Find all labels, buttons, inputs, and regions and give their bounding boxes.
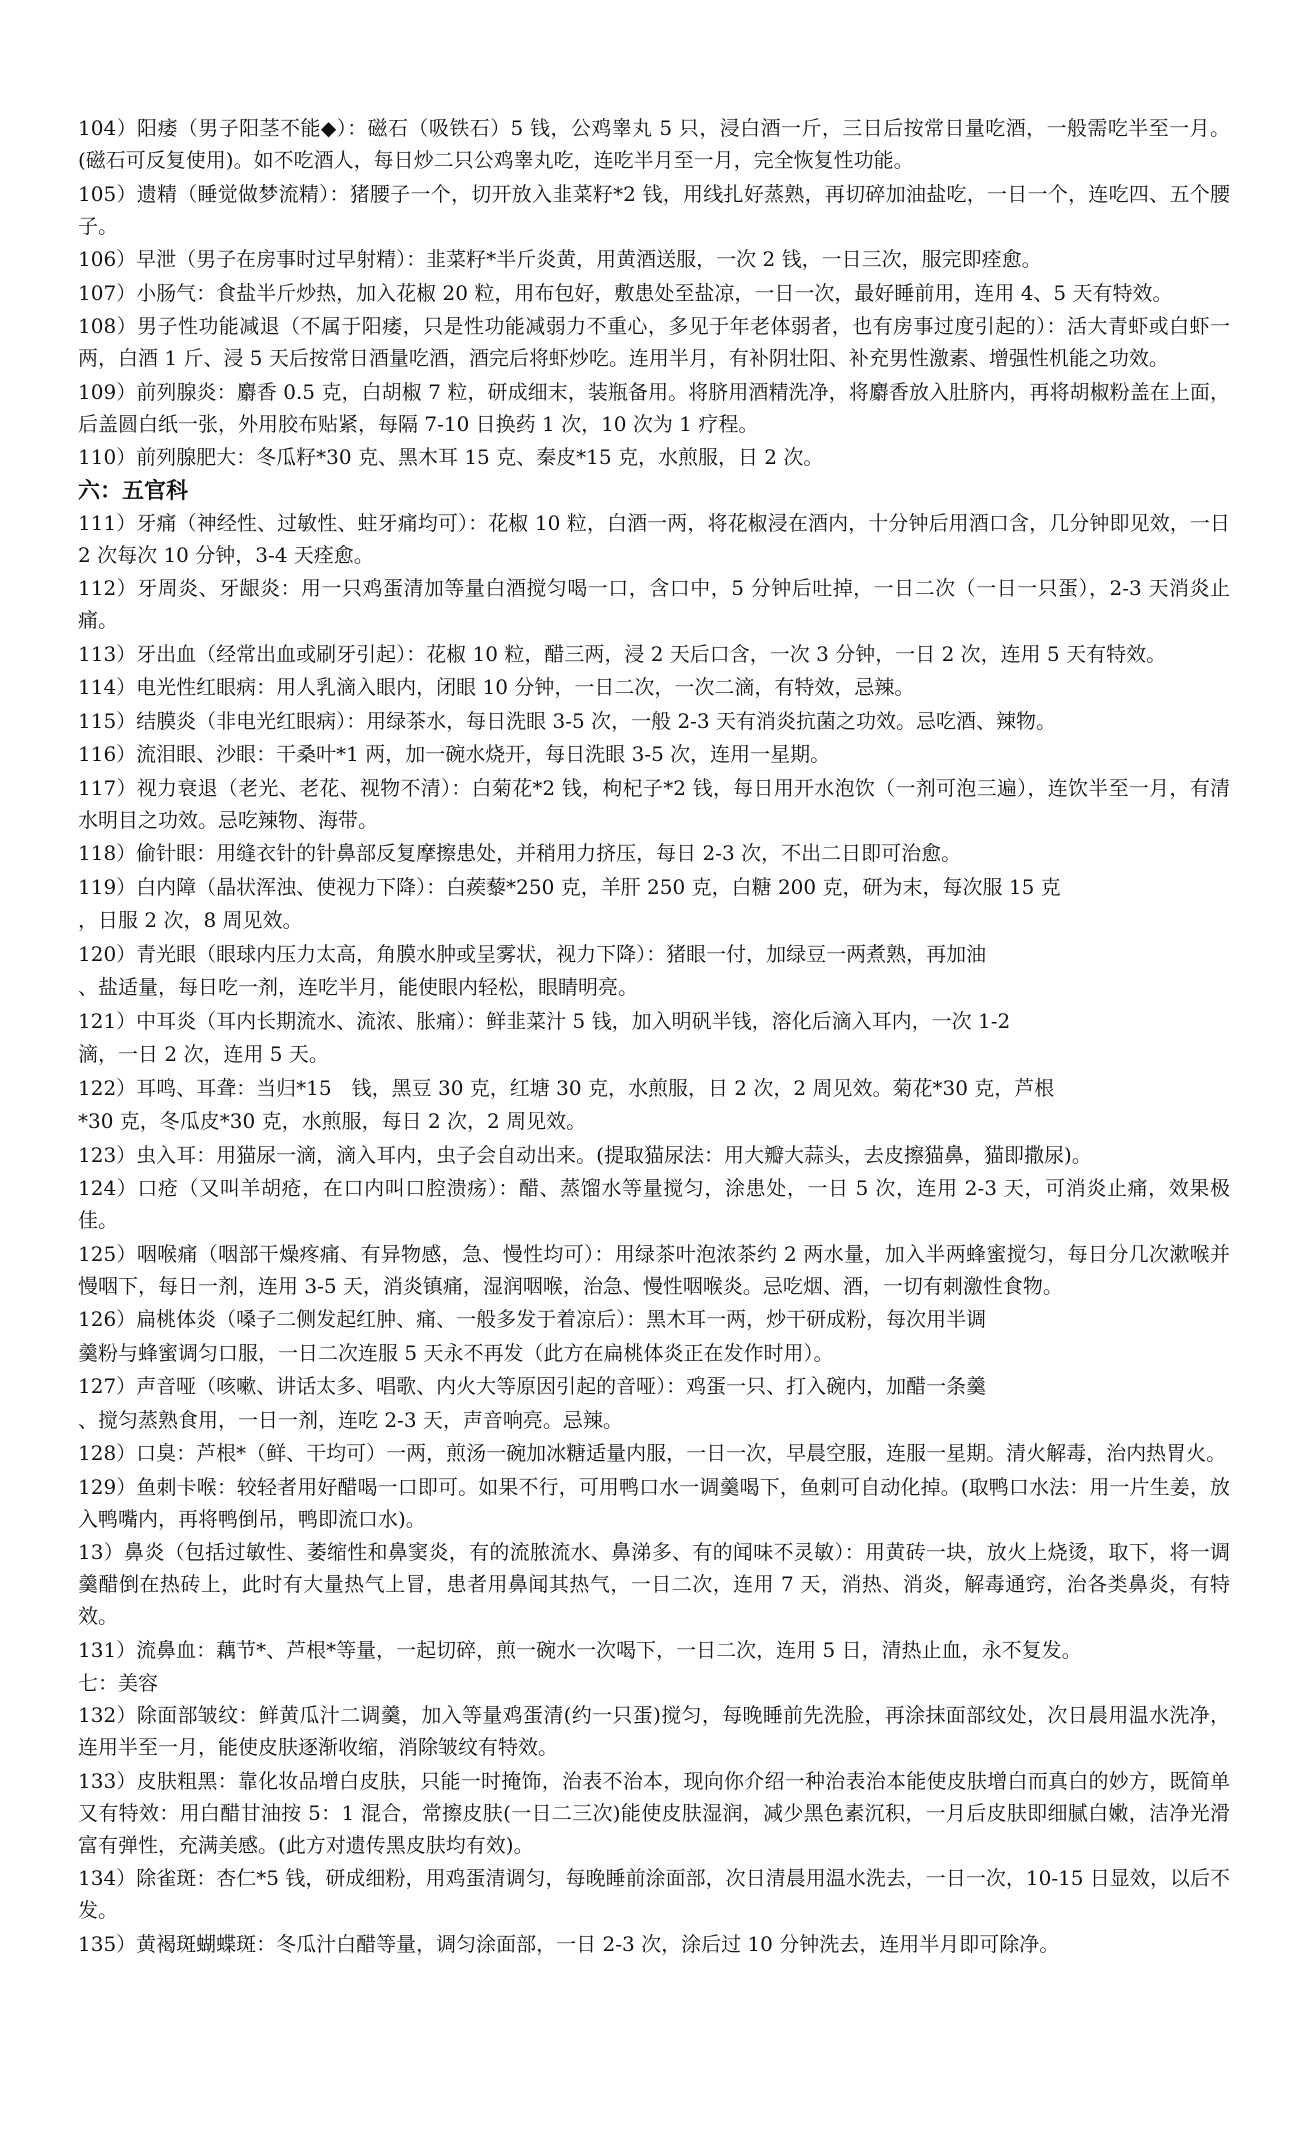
entry-133: 133）皮肤粗黑：靠化妆品增白皮肤，只能一时掩饰，治表不治本，现向你介绍一种治表治本能使皮肤增白而真白的妙方，既简单又有特效：用白醋甘油按 5：1 混合，常擦皮肤(一日二三次)能使皮肤湿润，减少黑色素沉积，一月后皮肤即细腻白嫩，洁净光滑富有弹性，充满美感。(此方对遗传黑皮肤均有效)。 xyxy=(78,1768,1230,1857)
entry-117: 117）视力衰退（老光、老花、视物不清）：白菊花*2 钱，枸杞子*2 钱，每日用开水泡饮（一剂可泡三遍），连饮半至一月，有清水明目之功效。忌吃辣物、海带。 xyxy=(78,775,1230,832)
entry-128: 128）口臭：芦根*（鲜、干均可）一两，煎汤一碗加冰糖适量内服，一日一次，早晨空服，连服一星期。清火解毒，治内热胃火。 xyxy=(78,1441,1227,1465)
entry-110: 110）前列腺肥大：冬瓜籽*30 克、黑木耳 15 克、秦皮*15 克，水煎服，日 2 次。 xyxy=(78,445,824,469)
entry-122: 122）耳鸣、耳聋：当归*15 钱，黑豆 30 克，红塘 30 克，水煎服，日 2 次，2 周见效。菊花*30 克，芦根 xyxy=(78,1075,1055,1100)
entry-122-cont: *30 克，冬瓜皮*30 克，水煎服，每日 2 次，2 周见效。 xyxy=(78,1109,587,1133)
entry-127: 127）声音哑（咳嗽、讲话太多、唱歌、内火大等原因引起的音哑）：鸡蛋一只、打入碗内，加醋一条羹 xyxy=(78,1374,987,1398)
entry-106: 106）早泄（男子在房事时过早射精）：韭菜籽*半斤炎黄，用黄酒送服，一次 2 钱，一日三次，服完即痊愈。 xyxy=(78,247,1042,271)
entry-121: 121）中耳炎（耳内长期流水、流浓、胀痛）：鲜韭菜汁 5 钱，加入明矾半钱，溶化后滴入耳内，一次 1-2 xyxy=(78,1008,1011,1033)
entry-131: 131）流鼻血：藕节*、芦根*等量，一起切碎，煎一碗水一次喝下，一日二次，连用 5 日，清热止血，永不复发。 xyxy=(78,1637,1082,1662)
entry-123: 123）虫入耳：用猫尿一滴，滴入耳内，虫子会自动出来。(提取猫尿法：用大瓣大蒜头，去皮擦猫鼻，猫即撒尿)。 xyxy=(78,1142,1092,1167)
entry-120-cont: 、盐适量，每日吃一剂，连吃半月，能使眼内轻松，眼睛明亮。 xyxy=(78,975,638,999)
entry-109: 109）前列腺炎：麝香 0.5 克，白胡椒 7 粒，研成细末，装瓶备用。将脐用酒精洗净，将麝香放入肚脐内，再将胡椒粉盖在上面，后盖圆白纸一张，外用胶布贴紧，每隔 7-10 日换药 1 次，10 次为 1 疗程。 xyxy=(78,379,1230,436)
entry-135: 135）黄褐斑蝴蝶斑：冬瓜汁白醋等量，调匀涂面部，一日 2-3 次，涂后过 10 分钟洗去，连用半月即可除净。 xyxy=(78,1931,1060,1956)
entry-118: 118）偷针眼：用缝衣针的针鼻部反复摩擦患处，并稍用力挤压，每日 2-3 次，不出二日即可治愈。 xyxy=(78,841,962,865)
entry-130: 13）鼻炎（包括过敏性、萎缩性和鼻窦炎，有的流脓流水、鼻涕多、有的闻味不灵敏）：用黄砖一块，放火上烧烫，取下，将一调羹醋倒在热砖上，此时有大量热气上冒，患者用鼻闻其热气，一日二次，连用 7 天，消热、消炎，解毒通窍，治各类鼻炎，有特效。 xyxy=(78,1540,1230,1628)
entry-119-cont: ，日服 2 次，8 周见效。 xyxy=(78,908,303,932)
entry-107: 107）小肠气：食盐半斤炒热，加入花椒 20 粒，用布包好，敷患处至盐凉，一日一次，最好睡前用，连用 4、5 天有特效。 xyxy=(78,280,1173,305)
entry-114: 114）电光性红眼病：用人乳滴入眼内，闭眼 10 分钟，一日二次，一次二滴，有特效，忌辣。 xyxy=(78,675,915,699)
entry-113: 113）牙出血（经常出血或刷牙引起）：花椒 10 粒，醋三两，浸 2 天后口含，一次 3 分钟，一日 2 次，连用 5 天有特效。 xyxy=(78,641,1167,666)
section-heading-beauty: 七：美容 xyxy=(78,1671,158,1695)
entry-111: 111）牙痛（神经性、过敏性、蛀牙痛均可）：花椒 10 粒，白酒一两，将花椒浸在酒内，十分钟后用酒口含，几分钟即见效，一日 2 次每次 10 分钟，3-4 天痊愈。 xyxy=(78,510,1230,567)
entry-104: 104）阳痿（男子阳茎不能◆）：磁石（吸铁石）5 钱，公鸡睾丸 5 只，浸白酒一斤，三日后按常日量吃酒，一般需吃半至一月。(磁石可反复使用)。如不吃酒人，每日炒二只公鸡睾丸吃，连吃半月至一月，完全恢复性功能。 xyxy=(78,116,1230,172)
entry-126-cont: 羹粉与蜂蜜调匀口服，一日二次连服 5 天永不再发（此方在扁桃体炎正在发作时用）。 xyxy=(78,1340,834,1365)
entry-121-cont: 滴，一日 2 次，连用 5 天。 xyxy=(78,1042,329,1066)
entry-119: 119）白内障（晶状浑浊、使视力下降）：白蒺藜*250 克，羊肝 250 克，白糖 200 克，研为末，每次服 15 克 xyxy=(78,874,1061,899)
entry-129: 129）鱼刺卡喉：较轻者用好醋喝一口即可。如果不行，可用鸭口水一调羹喝下，鱼刺可自动化掉。(取鸭口水法：用一片生姜，放入鸭嘴内，再将鸭倒吊，鸭即流口水)。 xyxy=(78,1474,1230,1531)
entry-125: 125）咽喉痛（咽部干燥疼痛、有异物感，急、慢性均可）：用绿茶叶泡浓茶约 2 两水量，加入半两蜂蜜搅匀，每日分几次漱喉并慢咽下，每日一剂，连用 3-5 天，消炎镇痛，湿润咽喉，治急、慢性咽喉炎。忌吃烟、酒，一切有刺激性食物。 xyxy=(78,1241,1230,1298)
entry-124: 124）口疮（又叫羊胡疮，在口内叫口腔溃疡）：醋、蒸馏水等量搅匀，涂患处，一日 5 次，连用 2-3 天，可消炎止痛，效果极佳。 xyxy=(78,1176,1230,1232)
entry-126: 126）扁桃体炎（嗓子二侧发起红肿、痛、一般多发于着凉后）：黑木耳一两，炒干研成粉，每次用半调 xyxy=(78,1307,987,1331)
entry-127-cont: 、搅匀蒸熟食用，一日一剂，连吃 2-3 天，声音响亮。忌辣。 xyxy=(78,1407,623,1432)
entry-108: 108）男子性功能减退（不属于阳痿，只是性功能减弱力不重心，多见于年老体弱者，也有房事过度引起的）：活大青虾或白虾一两，白酒 1 斤、浸 5 天后按常日酒量吃酒，酒完后将虾炒吃。连用半月，有补阴壮阳、补充男性激素、增强性机能之功效。 xyxy=(78,314,1230,370)
entry-120: 120）青光眼（眼球内压力太高，角膜水肿或呈雾状，视力下降）：猪眼一付，加绿豆一两煮熟，再加油 xyxy=(78,941,987,966)
section-heading-ent: 六：五官科 xyxy=(78,477,189,504)
entry-132: 132）除面部皱纹：鲜黄瓜汁二调羹，加入等量鸡蛋清(约一只蛋)搅匀，每晚睡前先洗脸，再涂抹面部纹处，次日晨用温水洗净，连用半至一月，能使皮肤逐渐收缩，消除皱纹有特效。 xyxy=(78,1703,1230,1759)
entry-105: 105）遗精（睡觉做梦流精）：猪腰子一个，切开放入韭菜籽*2 钱，用线扎好蒸熟，再切碎加油盐吃，一日一个，连吃四、五个腰子。 xyxy=(78,181,1230,238)
entry-134: 134）除雀斑：杏仁*5 钱，研成细粉，用鸡蛋清调匀，每晚睡前涂面部，次日清晨用温水洗去，一日一次，10-15 日显效，以后不发。 xyxy=(78,1866,1230,1922)
entry-115: 115）结膜炎（非电光红眼病）：用绿茶水，每日洗眼 3-5 次，一般 2-3 天有消炎抗菌之功效。忌吃酒、辣物。 xyxy=(78,708,1057,733)
entry-116: 116）流泪眼、沙眼：干桑叶*1 两，加一碗水烧开，每日洗眼 3-5 次，连用一星期。 xyxy=(78,742,831,766)
entry-112: 112）牙周炎、牙龈炎：用一只鸡蛋清加等量白酒搅匀喝一口，含口中，5 分钟后吐掉，一日二次（一日一只蛋），2-3 天消炎止痛。 xyxy=(78,576,1230,632)
